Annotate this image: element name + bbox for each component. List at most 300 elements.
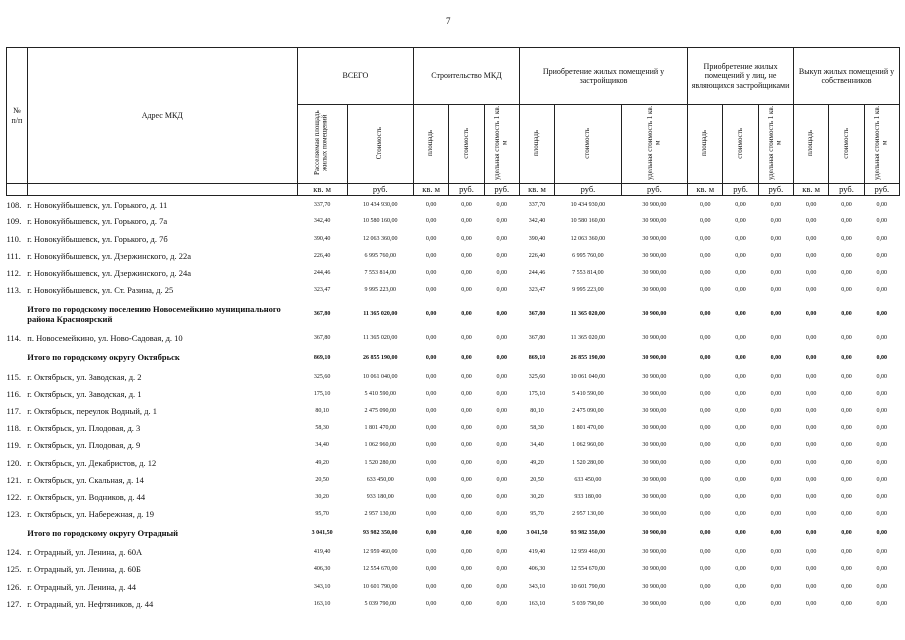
address-cell: г. Октябрьск, ул. Заводская, д. 1	[27, 388, 142, 399]
table-row	[7, 230, 900, 247]
value-cell: 869,10	[313, 354, 331, 361]
value-cell: 0,00	[461, 390, 472, 397]
unit-cell: руб.	[621, 184, 687, 196]
value-cell: 1 520 280,00	[364, 459, 397, 466]
value-cell: 30 900,00	[642, 530, 667, 537]
value-cell: 0,00	[461, 566, 472, 573]
value-cell: 0,00	[425, 252, 437, 259]
value-cell: 0,00	[876, 493, 888, 500]
value-cell: 34,40	[530, 442, 544, 449]
value-cell: 0,00	[700, 530, 711, 537]
total-row	[7, 347, 900, 368]
subheader-cell	[555, 105, 621, 184]
value-cell: 163,10	[313, 600, 331, 607]
value-cell: 390,40	[313, 235, 331, 242]
row-number: 114.	[6, 333, 22, 344]
value-cell: 0,00	[425, 511, 437, 518]
value-cell: 0,00	[841, 218, 852, 225]
subheader-label: удельная стоимость 1 кв. м	[767, 105, 783, 181]
value-cell: 0,00	[425, 566, 437, 573]
value-cell: 6 995 760,00	[572, 252, 604, 259]
value-cell: 0,00	[805, 493, 817, 500]
value-cell: 0,00	[461, 201, 472, 208]
value-cell: 0,00	[700, 287, 711, 294]
subheader-label: удельная стоимость 1 кв. м	[873, 105, 889, 181]
value-cell: 0,00	[700, 390, 711, 397]
value-cell: 0,00	[770, 566, 782, 573]
subheader-label: стоимость	[735, 127, 744, 159]
group-buyout-header: Выкуп жилых помещений у собственников	[794, 48, 900, 105]
subheader-label: площадь	[532, 130, 541, 156]
value-cell: 0,00	[805, 511, 817, 518]
value-cell: 0,00	[805, 442, 817, 449]
value-cell: 406,30	[313, 566, 331, 573]
value-cell: 5 410 590,00	[364, 390, 397, 397]
value-cell: 0,00	[770, 311, 782, 318]
value-cell: 5 039 790,00	[364, 600, 397, 607]
value-cell: 30 900,00	[642, 600, 667, 607]
value-cell: 0,00	[805, 425, 817, 432]
table-row	[7, 330, 900, 347]
group-nondeveloper-purchase-header: Приобретение жилых помещений у лиц, не являющихся застройщиками	[688, 48, 794, 105]
value-cell: 12 959 460,00	[363, 549, 398, 556]
value-cell: 933 180,00	[366, 493, 394, 500]
value-cell: 30 900,00	[642, 583, 667, 590]
subheader-label: Расселяемая площадь жилых помещений	[313, 110, 330, 176]
value-cell: 0,00	[841, 442, 852, 449]
value-cell: 0,00	[805, 201, 817, 208]
value-cell: 0,00	[735, 335, 746, 342]
row-number: 123.	[6, 509, 22, 520]
address-cell: г. Новокуйбышевск, ул. Горького, д. 7б	[27, 233, 168, 244]
value-cell: 30 900,00	[642, 442, 667, 449]
value-cell: 323,47	[313, 287, 331, 294]
value-cell: 0,00	[700, 354, 711, 361]
value-cell: 0,00	[496, 335, 507, 342]
value-cell: 633 450,00	[366, 476, 394, 483]
table-row	[7, 506, 900, 523]
value-cell: 367,80	[528, 311, 546, 318]
subheader-cell	[449, 105, 484, 184]
table-row	[7, 488, 900, 505]
table-row	[7, 247, 900, 264]
row-number: 121.	[6, 474, 22, 485]
address-cell: г. Новокуйбышевск, ул. Горького, д. 11	[27, 199, 168, 210]
value-cell: 0,00	[425, 354, 437, 361]
value-cell: 0,00	[735, 252, 746, 259]
value-cell: 10 434 930,00	[363, 201, 398, 208]
value-cell: 0,00	[735, 476, 746, 483]
row-number: 115.	[6, 371, 22, 382]
value-cell: 0,00	[841, 530, 852, 537]
subheader-cell	[688, 105, 723, 184]
row-number: 120.	[6, 457, 22, 468]
value-cell: 0,00	[700, 583, 711, 590]
value-cell: 0,00	[700, 373, 711, 380]
value-cell: 0,00	[770, 600, 782, 607]
value-cell: 0,00	[425, 600, 437, 607]
value-cell: 0,00	[461, 493, 472, 500]
value-cell: 30 900,00	[642, 493, 667, 500]
value-cell: 0,00	[841, 270, 852, 277]
value-cell: 0,00	[461, 549, 472, 556]
value-cell: 0,00	[805, 407, 817, 414]
value-cell: 0,00	[461, 459, 472, 466]
value-cell: 0,00	[841, 287, 852, 294]
table-header	[7, 48, 900, 196]
group-construction-header: Строительство МКД	[414, 48, 520, 105]
value-cell: 30 900,00	[642, 335, 667, 342]
value-cell: 0,00	[425, 390, 437, 397]
value-cell: 0,00	[496, 442, 507, 449]
value-cell: 0,00	[461, 335, 472, 342]
address-cell: г. Октябрьск, ул. Скальная, д. 14	[27, 474, 144, 485]
value-cell: 11 365 020,00	[363, 311, 398, 318]
value-cell: 0,00	[735, 373, 746, 380]
value-cell: 0,00	[841, 511, 852, 518]
table-row	[7, 595, 900, 612]
value-cell: 0,00	[805, 583, 817, 590]
value-cell: 0,00	[841, 311, 852, 318]
value-cell: 0,00	[841, 493, 852, 500]
table-row	[7, 561, 900, 578]
value-cell: 0,00	[876, 311, 888, 318]
value-cell: 0,00	[876, 354, 888, 361]
value-cell: 869,10	[528, 354, 546, 361]
value-cell: 244,46	[313, 270, 331, 277]
row-number	[7, 347, 28, 368]
value-cell: 0,00	[770, 354, 782, 361]
value-cell: 0,00	[876, 218, 888, 225]
value-cell: 0,00	[700, 476, 711, 483]
value-cell: 0,00	[425, 201, 437, 208]
value-cell: 343,10	[528, 583, 546, 590]
address-cell: г. Октябрьск, ул. Набережная, д. 19	[27, 509, 155, 520]
value-cell: 10 061 040,00	[363, 373, 398, 380]
value-cell: 0,00	[425, 235, 437, 242]
subheader-cell	[794, 105, 829, 184]
subheader-label: стоимость	[841, 127, 850, 159]
value-cell: 0,00	[461, 425, 472, 432]
row-number: 112.	[6, 268, 22, 279]
value-cell: 0,00	[461, 373, 472, 380]
value-cell: 0,00	[496, 583, 507, 590]
value-cell: 337,70	[528, 201, 546, 208]
row-number: 125.	[6, 564, 22, 575]
row-number: 110.	[6, 233, 22, 244]
value-cell: 11 365 020,00	[570, 311, 606, 318]
value-cell: 0,00	[770, 530, 782, 537]
value-cell: 80,10	[315, 407, 329, 414]
table-row	[7, 213, 900, 230]
value-cell: 0,00	[700, 459, 711, 466]
value-cell: 325,60	[313, 373, 331, 380]
value-cell: 0,00	[496, 566, 507, 573]
value-cell: 0,00	[735, 270, 746, 277]
value-cell: 93 982 350,00	[570, 530, 606, 537]
value-cell: 0,00	[876, 270, 888, 277]
value-cell: 0,00	[496, 270, 507, 277]
value-cell: 7 553 814,00	[572, 270, 604, 277]
value-cell: 0,00	[496, 425, 507, 432]
table-row	[7, 454, 900, 471]
value-cell: 9 995 223,00	[572, 287, 604, 294]
value-cell: 0,00	[425, 335, 437, 342]
address-cell: г. Новокуйбышевск, ул. Дзержинского, д. 22а	[27, 250, 191, 261]
unit-cell: руб.	[449, 184, 484, 196]
value-cell: 0,00	[425, 270, 437, 277]
value-cell: 325,60	[528, 373, 546, 380]
value-cell: 0,00	[805, 459, 817, 466]
unit-cell: руб.	[484, 184, 519, 196]
value-cell: 2 957 130,00	[364, 511, 397, 518]
value-cell: 30 900,00	[642, 218, 667, 225]
value-cell: 0,00	[735, 407, 746, 414]
value-cell: 0,00	[770, 511, 782, 518]
value-cell: 12 554 670,00	[363, 566, 398, 573]
value-cell: 0,00	[805, 235, 817, 242]
value-cell: 0,00	[805, 311, 817, 318]
value-cell: 0,00	[496, 201, 507, 208]
value-cell: 0,00	[425, 493, 437, 500]
value-cell: 0,00	[770, 201, 782, 208]
value-cell: 0,00	[841, 252, 852, 259]
value-cell: 0,00	[805, 270, 817, 277]
subheader-cell	[414, 105, 449, 184]
value-cell: 12 959 460,00	[570, 549, 606, 556]
value-cell: 0,00	[461, 530, 472, 537]
value-cell: 0,00	[496, 530, 507, 537]
value-cell: 367,80	[313, 311, 331, 318]
page-number: 7	[446, 16, 451, 26]
value-cell: 0,00	[735, 459, 746, 466]
row-number: 119.	[6, 440, 22, 451]
value-cell: 342,40	[528, 218, 546, 225]
row-number	[7, 299, 28, 330]
value-cell: 0,00	[700, 566, 711, 573]
subheader-cell	[864, 105, 899, 184]
value-cell: 0,00	[876, 476, 888, 483]
value-cell: 0,00	[700, 549, 711, 556]
value-cell: 323,47	[528, 287, 546, 294]
table-body	[7, 196, 900, 613]
value-cell: 95,70	[530, 511, 544, 518]
subheader-cell	[829, 105, 864, 184]
address-cell: г. Отрадный, ул. Нефтяников, д. 44	[27, 598, 154, 609]
value-cell: 0,00	[770, 407, 782, 414]
value-cell: 3 041,50	[311, 530, 333, 537]
value-cell: 95,70	[315, 511, 329, 518]
value-cell: 2 957 130,00	[572, 511, 604, 518]
total-row	[7, 299, 900, 330]
value-cell: 0,00	[461, 511, 472, 518]
value-cell: 0,00	[496, 600, 507, 607]
unit-cell: руб.	[723, 184, 758, 196]
address-cell: г. Новокуйбышевск, ул. Дзержинского, д. 24а	[27, 268, 191, 279]
value-cell: 0,00	[735, 218, 746, 225]
value-cell: 0,00	[770, 373, 782, 380]
value-cell: 0,00	[700, 235, 711, 242]
value-cell: 10 601 790,00	[363, 583, 398, 590]
value-cell: 0,00	[425, 459, 437, 466]
value-cell: 0,00	[700, 511, 711, 518]
value-cell: 0,00	[770, 459, 782, 466]
subheader-label: стоимость	[583, 127, 592, 159]
value-cell: 0,00	[876, 566, 888, 573]
table-row	[7, 402, 900, 419]
address-cell: г. Новокуйбышевск, ул. Ст. Разина, д. 25	[27, 285, 174, 296]
value-cell: 0,00	[496, 218, 507, 225]
value-cell: 0,00	[700, 218, 711, 225]
value-cell: 2 475 090,00	[572, 407, 604, 414]
value-cell: 9 995 223,00	[364, 287, 397, 294]
row-number: 124.	[6, 547, 22, 558]
value-cell: 175,10	[528, 390, 546, 397]
value-cell: 11 365 020,00	[363, 335, 398, 342]
value-cell: 0,00	[841, 476, 852, 483]
value-cell: 0,00	[735, 493, 746, 500]
value-cell: 0,00	[841, 549, 852, 556]
value-cell: 0,00	[496, 287, 507, 294]
value-cell: 2 475 090,00	[364, 407, 397, 414]
value-cell: 30 900,00	[642, 252, 667, 259]
value-cell: 0,00	[770, 476, 782, 483]
subheader-label: площадь	[700, 130, 709, 156]
value-cell: 0,00	[461, 600, 472, 607]
value-cell: 0,00	[700, 252, 711, 259]
value-cell: 26 855 190,00	[363, 354, 398, 361]
value-cell: 10 434 930,00	[570, 201, 606, 208]
value-cell: 0,00	[805, 600, 817, 607]
value-cell: 163,10	[528, 600, 546, 607]
subheader-cell	[621, 105, 687, 184]
table-row	[7, 264, 900, 281]
value-cell: 0,00	[770, 390, 782, 397]
table-row	[7, 196, 900, 213]
value-cell: 0,00	[461, 407, 472, 414]
value-cell: 0,00	[735, 530, 746, 537]
row-number: 108.	[6, 199, 22, 210]
value-cell: 10 601 790,00	[570, 583, 606, 590]
value-cell: 0,00	[876, 287, 888, 294]
value-cell: 226,40	[313, 252, 331, 259]
value-cell: 0,00	[876, 511, 888, 518]
address-cell: п. Новосемейкино, ул. Ново-Садовая, д. 10	[27, 333, 183, 344]
value-cell: 10 061 040,00	[570, 373, 606, 380]
row-number: 116.	[6, 388, 22, 399]
table-row	[7, 282, 900, 299]
value-cell: 0,00	[876, 235, 888, 242]
value-cell: 0,00	[735, 311, 746, 318]
value-cell: 10 580 160,00	[570, 218, 606, 225]
value-cell: 0,00	[735, 287, 746, 294]
row-number: 122.	[6, 491, 22, 502]
value-cell: 0,00	[425, 311, 437, 318]
value-cell: 0,00	[735, 390, 746, 397]
value-cell: 0,00	[735, 442, 746, 449]
value-cell: 0,00	[770, 252, 782, 259]
row-number: 109.	[6, 216, 22, 227]
value-cell: 0,00	[735, 549, 746, 556]
value-cell: 0,00	[461, 442, 472, 449]
value-cell: 226,40	[528, 252, 546, 259]
value-cell: 0,00	[805, 476, 817, 483]
value-cell: 0,00	[876, 459, 888, 466]
address-cell: г. Октябрьск, ул. Плодовая, д. 9	[27, 440, 141, 451]
table-row	[7, 544, 900, 561]
value-cell: 0,00	[876, 530, 888, 537]
value-cell: 0,00	[841, 459, 852, 466]
value-cell: 0,00	[770, 583, 782, 590]
address-cell: г. Новокуйбышевск, ул. Горького, д. 7а	[27, 216, 168, 227]
value-cell: 30 900,00	[642, 566, 667, 573]
value-cell: 0,00	[841, 335, 852, 342]
value-cell: 0,00	[735, 235, 746, 242]
value-cell: 1 062 960,00	[364, 442, 397, 449]
subheader-cell	[723, 105, 758, 184]
address-cell: г. Отрадный, ул. Ленина, д. 44	[27, 581, 136, 592]
value-cell: 58,30	[315, 425, 329, 432]
value-cell: 0,00	[496, 354, 507, 361]
value-cell: 0,00	[805, 252, 817, 259]
subheader-cell	[758, 105, 793, 184]
address-cell: г. Отрадный, ул. Ленина, д. 60Б	[27, 564, 141, 575]
value-cell: 0,00	[770, 493, 782, 500]
value-cell: 0,00	[461, 476, 472, 483]
value-cell: 0,00	[461, 311, 472, 318]
value-cell: 0,00	[841, 583, 852, 590]
value-cell: 0,00	[425, 373, 437, 380]
table-row	[7, 578, 900, 595]
value-cell: 0,00	[496, 476, 507, 483]
subheader-label: площадь	[426, 130, 435, 156]
value-cell: 30 900,00	[642, 425, 667, 432]
value-cell: 0,00	[461, 218, 472, 225]
value-cell: 0,00	[496, 549, 507, 556]
unit-cell: руб.	[829, 184, 864, 196]
unit-cell: кв. м	[297, 184, 347, 196]
total-label: Итого по городскому округу Октябрьск	[27, 352, 180, 363]
value-cell: 30 900,00	[642, 373, 667, 380]
subheader-label: стоимость	[461, 127, 470, 159]
value-cell: 0,00	[461, 270, 472, 277]
value-cell: 175,10	[313, 390, 331, 397]
value-cell: 0,00	[805, 335, 817, 342]
value-cell: 0,00	[876, 390, 888, 397]
subheader-label: удельная стоимость 1 кв. м	[493, 105, 509, 181]
value-cell: 0,00	[735, 425, 746, 432]
value-cell: 0,00	[735, 354, 746, 361]
table-row	[7, 437, 900, 454]
value-cell: 0,00	[425, 476, 437, 483]
value-cell: 0,00	[735, 583, 746, 590]
value-cell: 0,00	[805, 373, 817, 380]
value-cell: 0,00	[496, 235, 507, 242]
row-number	[7, 523, 28, 544]
value-cell: 1 801 470,00	[364, 425, 397, 432]
table-row	[7, 471, 900, 488]
unit-cell: руб.	[864, 184, 899, 196]
value-cell: 0,00	[461, 235, 472, 242]
address-cell: г. Октябрьск, переулок Водный, д. 1	[27, 405, 157, 416]
value-cell: 0,00	[841, 373, 852, 380]
value-cell: 30 900,00	[642, 511, 667, 518]
unit-cell: кв. м	[794, 184, 829, 196]
value-cell: 0,00	[496, 390, 507, 397]
row-number: 127.	[6, 598, 22, 609]
address-cell: г. Октябрьск, ул. Водников, д. 44	[27, 491, 146, 502]
value-cell: 0,00	[841, 407, 852, 414]
